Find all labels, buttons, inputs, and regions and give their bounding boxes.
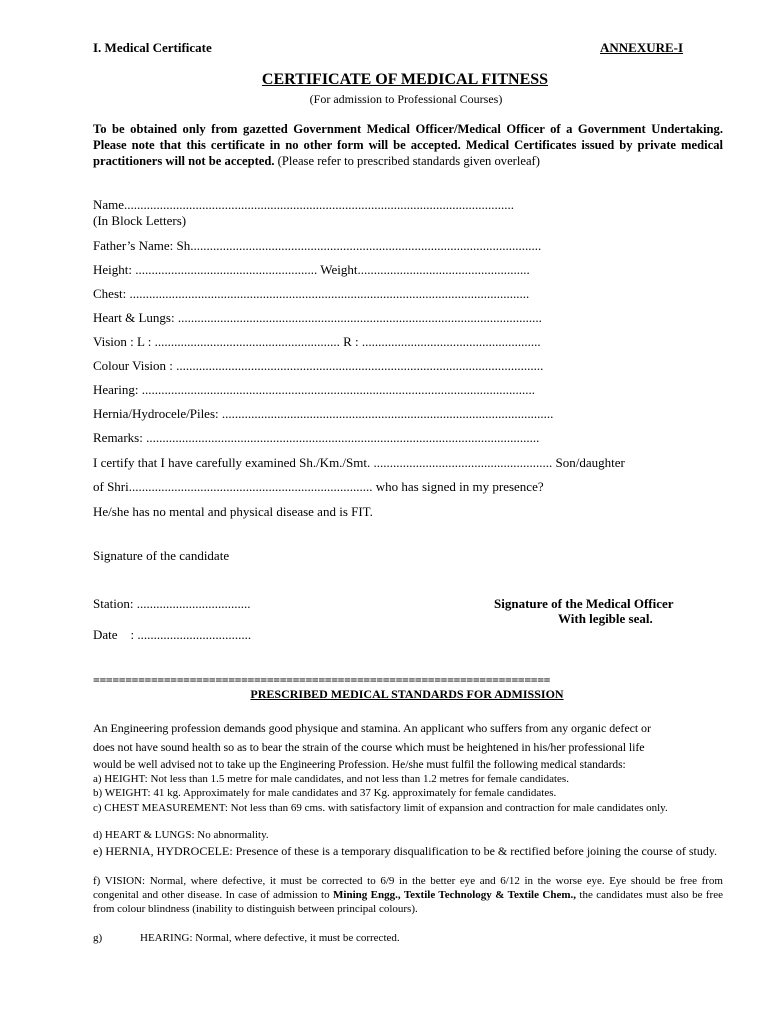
certify-line-1[interactable]: I certify that I have carefully examined Sh./Km./Smt. ....................................................... Son/daughter: [93, 455, 625, 470]
name-hint: (In Block Letters): [93, 213, 187, 228]
chest-field[interactable]: Chest: ...........................................................................................................................: [93, 286, 530, 301]
certify-line-2[interactable]: of Shri........................................................................... who has signed in my presence?: [93, 479, 544, 494]
section-divider: =======================================================================: [93, 673, 551, 687]
medical-officer-signature-label: Signature of the Medical Officer: [494, 596, 674, 611]
standard-chest: c) CHEST MEASUREMENT: Not less than 69 cms. with satisfactory limit of expansion and contraction for male candidates only.: [93, 802, 668, 814]
annexure-label: ANNEXURE-I: [600, 40, 684, 55]
standard-hearing-label: g): [93, 932, 103, 944]
father-name-field[interactable]: Father’s Name: Sh............................................................................................................: [93, 238, 542, 253]
standard-hernia: e) HERNIA, HYDROCELE: Presence of these is a temporary disqualification to be & rectified before joining the course of study.: [93, 844, 718, 858]
standards-intro-2: does not have sound health so as to bear the strain of the course which must be heightened in his/her professional life: [93, 740, 645, 754]
notice-bold-text: To be obtained only from gazetted Government Medical Officer/Medical Officer of a Government Undertaking. Please note that this certificate in no other form will be accepted. Medical Certificates issued by private medical practitioners will not be accepted.: [93, 122, 723, 168]
station-field[interactable]: Station: ...................................: [93, 596, 251, 611]
colour-vision-field[interactable]: Colour Vision : .................................................................................................................: [93, 358, 544, 373]
hernia-field[interactable]: Hernia/Hydrocele/Piles: ......................................................................................................: [93, 406, 554, 421]
standards-heading: PRESCRIBED MEDICAL STANDARDS FOR ADMISSION: [250, 687, 564, 701]
hearing-field[interactable]: Hearing: .........................................................................................................................: [93, 382, 535, 397]
standard-hearing: HEARING: Normal, where defective, it must be corrected.: [140, 932, 400, 944]
vision-courses-bold: Mining Engg., Textile Technology & Textile Chem.,: [333, 889, 577, 901]
certificate-notice: [93, 121, 723, 169]
vision-text: Normal, where defective, it must be corrected to 6/9 in the better eye and 6/12 in the worse eye. Eye should be free from congenital and other disease. In case of admission to: [93, 875, 723, 901]
height-weight-field[interactable]: Height: ........................................................ Weight.....................................................: [93, 262, 530, 277]
legible-seal-label: With legible seal.: [558, 611, 653, 626]
certify-line-3: He/she has no mental and physical disease and is FIT.: [93, 504, 373, 519]
document-label: I. Medical Certificate: [93, 40, 212, 55]
standard-vision: [93, 874, 723, 916]
vision-field[interactable]: Vision : L : ......................................................... R : .......................................................: [93, 334, 541, 349]
vision-label: f) VISION:: [93, 875, 146, 887]
standard-weight: b) WEIGHT: 41 kg. Approximately for male candidates and 37 Kg. approximately for female candidates.: [93, 787, 557, 799]
date-field[interactable]: Date : ...................................: [93, 627, 252, 642]
candidate-signature-label: Signature of the candidate: [93, 548, 230, 563]
notice-normal-text: (Please refer to prescribed standards given overleaf): [274, 154, 540, 168]
name-field[interactable]: Name........................................................................................................................: [93, 197, 515, 212]
standards-intro-3: would be well advised not to take up the Engineering Profession. He/she must fulfil the following medical standards:: [93, 759, 626, 771]
vision-text-2: the candidates must also be free from colour blindness (inability to distinguish between principal colours).: [93, 889, 723, 915]
standard-height: a) HEIGHT: Not less than 1.5 metre for male candidates, and not less than 1.2 metres for female candidates.: [93, 773, 569, 785]
heart-lungs-field[interactable]: Heart & Lungs: ................................................................................................................: [93, 310, 542, 325]
certificate-subtitle: (For admission to Professional Courses): [309, 92, 503, 106]
certificate-title: CERTIFICATE OF MEDICAL FITNESS: [261, 71, 549, 88]
remarks-field[interactable]: Remarks: .........................................................................................................................: [93, 430, 540, 445]
standards-intro-1: An Engineering profession demands good physique and stamina. An applicant who suffers from any organic defect or: [93, 721, 651, 735]
standard-heart-lungs: d) HEART & LUNGS: No abnormality.: [93, 829, 269, 841]
